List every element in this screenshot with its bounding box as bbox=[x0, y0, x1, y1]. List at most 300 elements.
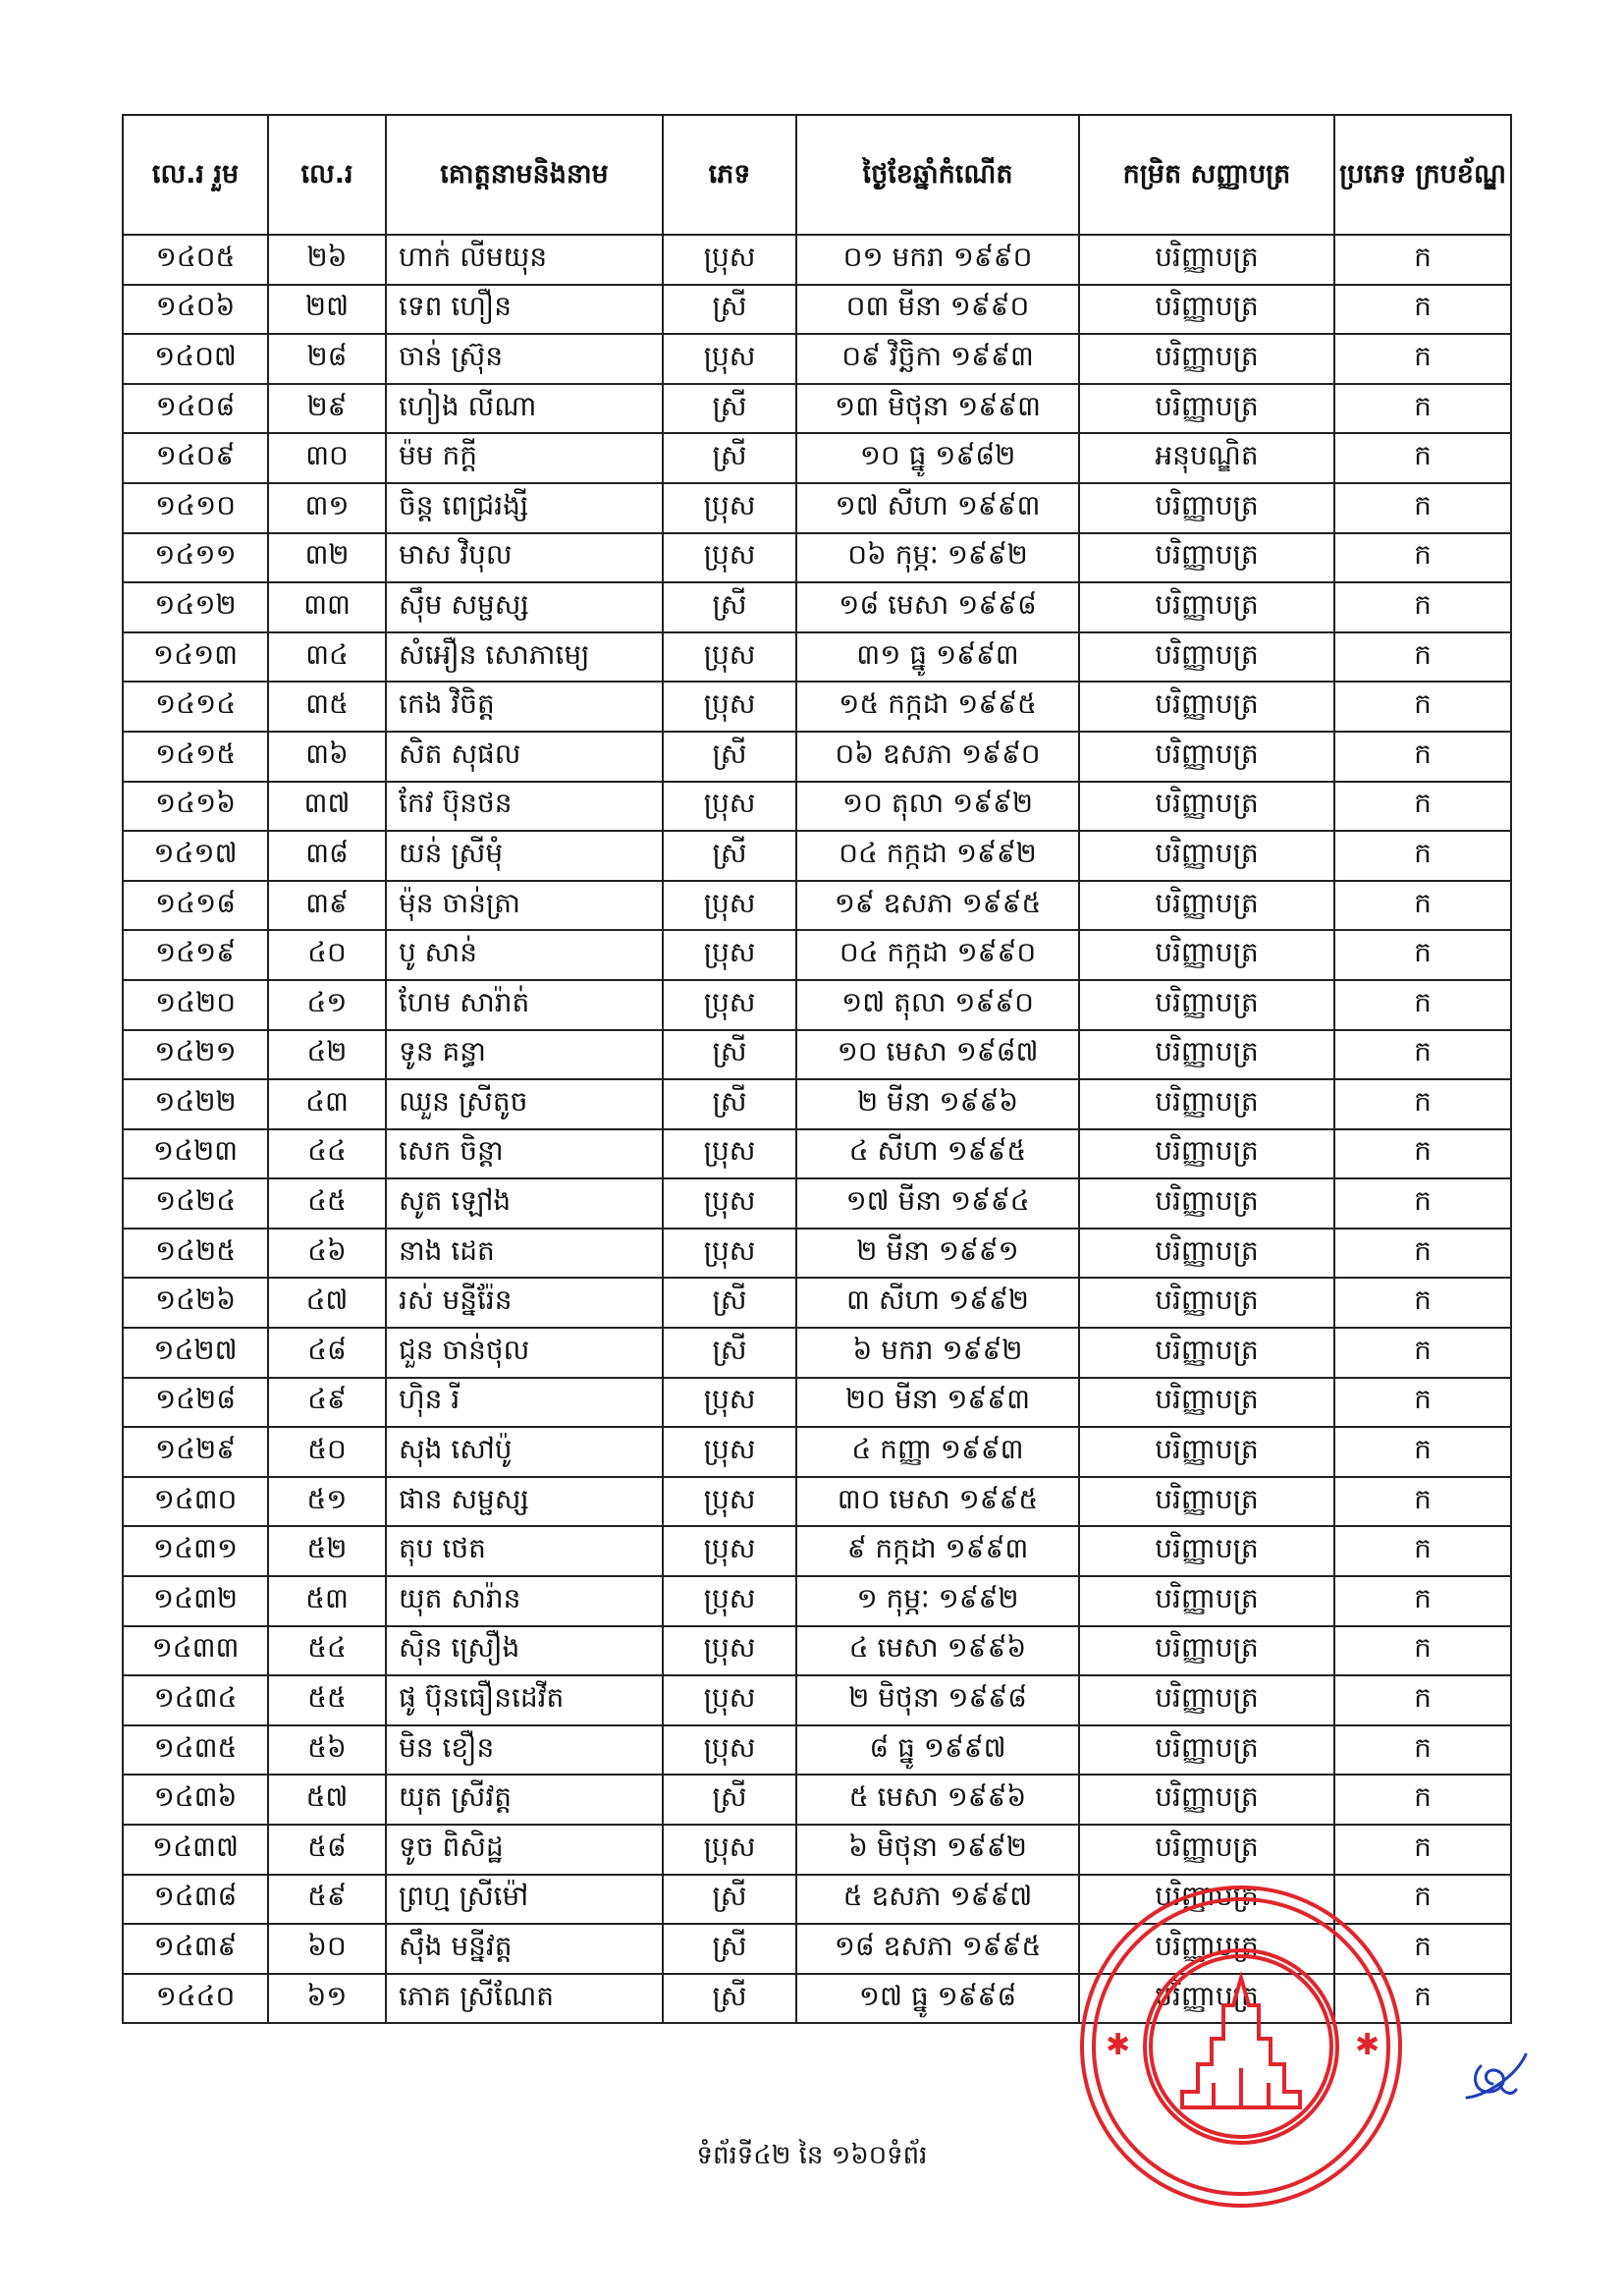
table-row bbox=[123, 1328, 1511, 1378]
table-body bbox=[123, 235, 1511, 2023]
overall-no-cell: ១៤២០ bbox=[123, 980, 268, 1030]
category-cell: ក bbox=[1334, 1775, 1511, 1825]
no-cell: ៥១ bbox=[268, 1477, 386, 1527]
name-cell: ម៉ម កក្តី bbox=[386, 433, 663, 483]
name-cell: ព្រហ្ម ស្រីម៉ៅ bbox=[386, 1875, 663, 1925]
dob-cell: ៤ កញ្ញា ១៩៩៣ bbox=[796, 1427, 1079, 1477]
name-cell: កេង វិចិត្ត bbox=[386, 682, 663, 732]
degree-cell: បរិញ្ញាបត្រ bbox=[1079, 831, 1334, 881]
no-cell: ៤៩ bbox=[268, 1378, 386, 1428]
no-cell: ៣៨ bbox=[268, 831, 386, 881]
degree-cell: បរិញ្ញាបត្រ bbox=[1079, 682, 1334, 732]
no-cell: ៣០ bbox=[268, 433, 386, 483]
dob-cell: ០៤ កក្កដា ១៩៩០ bbox=[796, 930, 1079, 980]
category-cell: ក bbox=[1334, 1675, 1511, 1725]
category-cell: ក bbox=[1334, 1030, 1511, 1080]
name-cell: ជួន ចាន់ថុល bbox=[386, 1328, 663, 1378]
dob-cell: ៦ មករា ១៩៩២ bbox=[796, 1328, 1079, 1378]
category-cell: ក bbox=[1334, 1924, 1511, 1974]
overall-no-cell: ១៤២៥ bbox=[123, 1229, 268, 1279]
degree-cell: បរិញ្ញាបត្រ bbox=[1079, 1626, 1334, 1676]
sex-cell: ស្រី bbox=[663, 1875, 796, 1925]
category-cell: ក bbox=[1334, 831, 1511, 881]
sex-cell: ប្រុស bbox=[663, 1477, 796, 1527]
category-cell: ក bbox=[1334, 930, 1511, 980]
sex-cell: ប្រុស bbox=[663, 1626, 796, 1676]
category-cell: ក bbox=[1334, 285, 1511, 335]
category-cell: ក bbox=[1334, 334, 1511, 384]
category-cell: ក bbox=[1334, 384, 1511, 434]
sex-cell: ប្រុស bbox=[663, 1178, 796, 1229]
overall-no-cell: ១៤៣១ bbox=[123, 1526, 268, 1576]
overall-no-cell: ១៤៤០ bbox=[123, 1974, 268, 2024]
category-cell: ក bbox=[1334, 433, 1511, 483]
table-row bbox=[123, 831, 1511, 881]
name-cell: សុង សៅប៉ូ bbox=[386, 1427, 663, 1477]
dob-cell: ១៨ ឧសភា ១៩៩៥ bbox=[796, 1924, 1079, 1974]
dob-cell: ២ មីនា ១៩៩៦ bbox=[796, 1079, 1079, 1129]
sex-cell: ស្រី bbox=[663, 1030, 796, 1080]
category-cell: ក bbox=[1334, 1079, 1511, 1129]
sex-cell: ប្រុស bbox=[663, 1576, 796, 1626]
degree-cell: បរិញ្ញាបត្រ bbox=[1079, 285, 1334, 335]
table-row bbox=[123, 1229, 1511, 1279]
dob-cell: ១ កុម្ភៈ ១៩៩២ bbox=[796, 1576, 1079, 1626]
no-cell: ៥៤ bbox=[268, 1626, 386, 1676]
overall-no-cell: ១៤៣៦ bbox=[123, 1775, 268, 1825]
signature-icon bbox=[1457, 2047, 1532, 2109]
table-row bbox=[123, 1079, 1511, 1129]
dob-cell: ៥ មេសា ១៩៩៦ bbox=[796, 1775, 1079, 1825]
name-cell: ស៊ឹម សម្ផស្ស bbox=[386, 582, 663, 632]
sex-cell: ប្រុស bbox=[663, 483, 796, 533]
name-cell: ឈួន ស្រីតូច bbox=[386, 1079, 663, 1129]
sex-cell: ប្រុស bbox=[663, 533, 796, 583]
table-row bbox=[123, 732, 1511, 782]
overall-no-cell: ១៤១១ bbox=[123, 533, 268, 583]
sex-cell: ស្រី bbox=[663, 285, 796, 335]
sex-cell: ប្រុស bbox=[663, 1675, 796, 1725]
name-cell: ហែម សារ៉ាត់ bbox=[386, 980, 663, 1030]
header-no: លេ.រ bbox=[268, 115, 386, 235]
overall-no-cell: ១៤១៦ bbox=[123, 782, 268, 832]
no-cell: ៥៩ bbox=[268, 1875, 386, 1925]
degree-cell: បរិញ្ញាបត្រ bbox=[1079, 1875, 1334, 1925]
name-cell: ទូច ពិសិដ្ឋ bbox=[386, 1825, 663, 1875]
sex-cell: ស្រី bbox=[663, 831, 796, 881]
dob-cell: ៤ មេសា ១៩៩៦ bbox=[796, 1626, 1079, 1676]
sex-cell: ស្រី bbox=[663, 1974, 796, 2024]
table-row bbox=[123, 1775, 1511, 1825]
no-cell: ៥៣ bbox=[268, 1576, 386, 1626]
degree-cell: បរិញ្ញាបត្រ bbox=[1079, 384, 1334, 434]
category-cell: ក bbox=[1334, 582, 1511, 632]
degree-cell: អនុបណ្ឌិត bbox=[1079, 433, 1334, 483]
degree-cell: បរិញ្ញាបត្រ bbox=[1079, 1278, 1334, 1328]
degree-cell: បរិញ្ញាបត្រ bbox=[1079, 881, 1334, 931]
sex-cell: ប្រុស bbox=[663, 1725, 796, 1776]
header-framework-category: ប្រភេទ ក្របខ័ណ្ឌ bbox=[1334, 115, 1511, 235]
overall-no-cell: ១៤៣២ bbox=[123, 1576, 268, 1626]
header-date-of-birth: ថ្ងៃខែឆ្នាំកំណើត bbox=[796, 115, 1079, 235]
dob-cell: ២០ មីនា ១៩៩៣ bbox=[796, 1378, 1079, 1428]
header-full-name: គោត្តនាមនិងនាម bbox=[386, 115, 663, 235]
no-cell: ៣១ bbox=[268, 483, 386, 533]
category-cell: ក bbox=[1334, 1477, 1511, 1527]
sex-cell: ស្រី bbox=[663, 1775, 796, 1825]
overall-no-cell: ១៤១៩ bbox=[123, 930, 268, 980]
sex-cell: ប្រុស bbox=[663, 980, 796, 1030]
no-cell: ៣៥ bbox=[268, 682, 386, 732]
name-cell: នាង ដេត bbox=[386, 1229, 663, 1279]
category-cell: ក bbox=[1334, 632, 1511, 683]
category-cell: ក bbox=[1334, 1328, 1511, 1378]
name-cell: មិន ខឿន bbox=[386, 1725, 663, 1776]
table-row bbox=[123, 1675, 1511, 1725]
category-cell: ក bbox=[1334, 483, 1511, 533]
dob-cell: ៣១ ធ្នូ ១៩៩៣ bbox=[796, 632, 1079, 683]
name-cell: យុត ស្រីវត្ត bbox=[386, 1775, 663, 1825]
no-cell: ២៦ bbox=[268, 235, 386, 285]
sex-cell: ប្រុស bbox=[663, 1825, 796, 1875]
overall-no-cell: ១៤០៦ bbox=[123, 285, 268, 335]
svg-text:✱: ✱ bbox=[1106, 2028, 1131, 2062]
sex-cell: ស្រី bbox=[663, 384, 796, 434]
sex-cell: ស្រី bbox=[663, 1079, 796, 1129]
no-cell: ៥២ bbox=[268, 1526, 386, 1576]
dob-cell: ១៧ មីនា ១៩៩៤ bbox=[796, 1178, 1079, 1229]
overall-no-cell: ១៤២៤ bbox=[123, 1178, 268, 1229]
no-cell: ៤១ bbox=[268, 980, 386, 1030]
no-cell: ៤២ bbox=[268, 1030, 386, 1080]
degree-cell: បរិញ្ញាបត្រ bbox=[1079, 632, 1334, 683]
dob-cell: ០៩ វិច្ឆិកា ១៩៩៣ bbox=[796, 334, 1079, 384]
sex-cell: ប្រុស bbox=[663, 930, 796, 980]
dob-cell: ១០ ធ្នូ ១៩៨២ bbox=[796, 433, 1079, 483]
sex-cell: ប្រុស bbox=[663, 782, 796, 832]
name-cell: ចិន្ត ពេជ្ររង្សី bbox=[386, 483, 663, 533]
name-cell: សំអឿន សោភាម្យេ bbox=[386, 632, 663, 683]
sex-cell: ស្រី bbox=[663, 1924, 796, 1974]
no-cell: ៥៨ bbox=[268, 1825, 386, 1875]
degree-cell: បរិញ្ញាបត្រ bbox=[1079, 1229, 1334, 1279]
no-cell: ៥៧ bbox=[268, 1775, 386, 1825]
table-row bbox=[123, 1626, 1511, 1676]
no-cell: ២៨ bbox=[268, 334, 386, 384]
no-cell: ៤៣ bbox=[268, 1079, 386, 1129]
degree-cell: បរិញ្ញាបត្រ bbox=[1079, 930, 1334, 980]
overall-no-cell: ១៤៣៥ bbox=[123, 1725, 268, 1776]
table-row bbox=[123, 682, 1511, 732]
table-row bbox=[123, 1477, 1511, 1527]
name-cell: ទូន គន្ធា bbox=[386, 1030, 663, 1080]
degree-cell: បរិញ្ញាបត្រ bbox=[1079, 1079, 1334, 1129]
no-cell: ៣៧ bbox=[268, 782, 386, 832]
no-cell: ៦១ bbox=[268, 1974, 386, 2024]
table-row bbox=[123, 1725, 1511, 1776]
overall-no-cell: ១៤២២ bbox=[123, 1079, 268, 1129]
table-row bbox=[123, 384, 1511, 434]
degree-cell: បរិញ្ញាបត្រ bbox=[1079, 782, 1334, 832]
no-cell: ៥៦ bbox=[268, 1725, 386, 1776]
name-cell: រស់ មន្នីរ៉ែន bbox=[386, 1278, 663, 1328]
no-cell: ៣៩ bbox=[268, 881, 386, 931]
sex-cell: ស្រី bbox=[663, 582, 796, 632]
dob-cell: ១០ តុលា ១៩៩២ bbox=[796, 782, 1079, 832]
name-cell: ទេព ហឿន bbox=[386, 285, 663, 335]
header-overall-no: លេ.រ រួម bbox=[123, 115, 268, 235]
dob-cell: ៥ ឧសភា ១៩៩៧ bbox=[796, 1875, 1079, 1925]
no-cell: ៣៣ bbox=[268, 582, 386, 632]
degree-cell: បរិញ្ញាបត្រ bbox=[1079, 334, 1334, 384]
sex-cell: ប្រុស bbox=[663, 682, 796, 732]
name-cell: ហ៊ិន រី bbox=[386, 1378, 663, 1428]
name-cell: ស៊ឹង មន្នីវត្ត bbox=[386, 1924, 663, 1974]
no-cell: ៤៦ bbox=[268, 1229, 386, 1279]
overall-no-cell: ១៤២៨ bbox=[123, 1378, 268, 1428]
table-row bbox=[123, 483, 1511, 533]
name-cell: តុប ថេត bbox=[386, 1526, 663, 1576]
overall-no-cell: ១៤១៥ bbox=[123, 732, 268, 782]
degree-cell: បរិញ្ញាបត្រ bbox=[1079, 1427, 1334, 1477]
degree-cell: បរិញ្ញាបត្រ bbox=[1079, 1378, 1334, 1428]
sex-cell: ស្រី bbox=[663, 433, 796, 483]
category-cell: ក bbox=[1334, 1725, 1511, 1776]
table-row bbox=[123, 632, 1511, 683]
overall-no-cell: ១៤១៧ bbox=[123, 831, 268, 881]
degree-cell: បរិញ្ញាបត្រ bbox=[1079, 582, 1334, 632]
degree-cell: បរិញ្ញាបត្រ bbox=[1079, 1030, 1334, 1080]
category-cell: ក bbox=[1334, 782, 1511, 832]
dob-cell: ១៧ តុលា ១៩៩០ bbox=[796, 980, 1079, 1030]
degree-cell: បរិញ្ញាបត្រ bbox=[1079, 235, 1334, 285]
dob-cell: ៣០ មេសា ១៩៩៥ bbox=[796, 1477, 1079, 1527]
table-row bbox=[123, 285, 1511, 335]
overall-no-cell: ១៤២៩ bbox=[123, 1427, 268, 1477]
temple-seal-icon bbox=[1076, 1882, 1406, 2212]
degree-cell: បរិញ្ញាបត្រ bbox=[1079, 533, 1334, 583]
no-cell: ៤៨ bbox=[268, 1328, 386, 1378]
dob-cell: ១៧ សីហា ១៩៩៣ bbox=[796, 483, 1079, 533]
no-cell: ៦០ bbox=[268, 1924, 386, 1974]
overall-no-cell: ១៤១៣ bbox=[123, 632, 268, 683]
sex-cell: ប្រុស bbox=[663, 1378, 796, 1428]
dob-cell: ២ មីនា ១៩៩១ bbox=[796, 1229, 1079, 1279]
dob-cell: ១៩ ឧសភា ១៩៩៥ bbox=[796, 881, 1079, 931]
no-cell: ៣៦ bbox=[268, 732, 386, 782]
dob-cell: ៩ កក្កដា ១៩៩៣ bbox=[796, 1526, 1079, 1576]
sex-cell: ប្រុស bbox=[663, 1229, 796, 1279]
category-cell: ក bbox=[1334, 1178, 1511, 1229]
degree-cell: បរិញ្ញាបត្រ bbox=[1079, 1129, 1334, 1179]
overall-no-cell: ១៤២៧ bbox=[123, 1328, 268, 1378]
overall-no-cell: ១៤៣៣ bbox=[123, 1626, 268, 1676]
degree-cell: បរិញ្ញាបត្រ bbox=[1079, 1328, 1334, 1378]
dob-cell: ៣ សីហា ១៩៩២ bbox=[796, 1278, 1079, 1328]
no-cell: ៣២ bbox=[268, 533, 386, 583]
table-row bbox=[123, 1825, 1511, 1875]
overall-no-cell: ១៤១៤ bbox=[123, 682, 268, 732]
table-row bbox=[123, 433, 1511, 483]
name-cell: ផាន សម្ផស្ស bbox=[386, 1477, 663, 1527]
overall-no-cell: ១៤០៨ bbox=[123, 384, 268, 434]
overall-no-cell: ១៤៣៩ bbox=[123, 1924, 268, 1974]
header-sex: ភេទ bbox=[663, 115, 796, 235]
dob-cell: ១៧ ធ្នូ ១៩៩៨ bbox=[796, 1974, 1079, 2024]
no-cell: ៤៤ bbox=[268, 1129, 386, 1179]
table-row bbox=[123, 980, 1511, 1030]
header-degree-level: កម្រិត សញ្ញាបត្រ bbox=[1079, 115, 1334, 235]
degree-cell: បរិញ្ញាបត្រ bbox=[1079, 1974, 1334, 2024]
name-cell: កែវ ប៊ុនថន bbox=[386, 782, 663, 832]
name-cell: សិត សុផល bbox=[386, 732, 663, 782]
table-row bbox=[123, 1427, 1511, 1477]
category-cell: ក bbox=[1334, 1378, 1511, 1428]
category-cell: ក bbox=[1334, 1626, 1511, 1676]
table-row bbox=[123, 334, 1511, 384]
sex-cell: ប្រុស bbox=[663, 1526, 796, 1576]
no-cell: ៥០ bbox=[268, 1427, 386, 1477]
degree-cell: បរិញ្ញាបត្រ bbox=[1079, 1924, 1334, 1974]
table-row bbox=[123, 533, 1511, 583]
overall-no-cell: ១៤០៥ bbox=[123, 235, 268, 285]
name-cell: ហៀង លីណា bbox=[386, 384, 663, 434]
table-row bbox=[123, 582, 1511, 632]
overall-no-cell: ១៤៣៨ bbox=[123, 1875, 268, 1925]
dob-cell: ០១ មករា ១៩៩០ bbox=[796, 235, 1079, 285]
name-cell: ចាន់ ស្រ៊ុន bbox=[386, 334, 663, 384]
dob-cell: ០៦ ឧសភា ១៩៩០ bbox=[796, 732, 1079, 782]
degree-cell: បរិញ្ញាបត្រ bbox=[1079, 980, 1334, 1030]
table-row bbox=[123, 1576, 1511, 1626]
overall-no-cell: ១៤០៧ bbox=[123, 334, 268, 384]
sex-cell: ប្រុស bbox=[663, 235, 796, 285]
degree-cell: បរិញ្ញាបត្រ bbox=[1079, 732, 1334, 782]
overall-no-cell: ១៤៣៧ bbox=[123, 1825, 268, 1875]
degree-cell: បរិញ្ញាបត្រ bbox=[1079, 1477, 1334, 1527]
sex-cell: ប្រុស bbox=[663, 1129, 796, 1179]
dob-cell: ៨ ធ្នូ ១៩៩៧ bbox=[796, 1725, 1079, 1776]
roster-table bbox=[122, 114, 1512, 2024]
no-cell: ២៩ bbox=[268, 384, 386, 434]
table-row bbox=[123, 1378, 1511, 1428]
degree-cell: បរិញ្ញាបត្រ bbox=[1079, 1675, 1334, 1725]
name-cell: យន់ ស្រីមុំ bbox=[386, 831, 663, 881]
dob-cell: ០៣ មីនា ១៩៩០ bbox=[796, 285, 1079, 335]
no-cell: ៤៥ bbox=[268, 1178, 386, 1229]
overall-no-cell: ១៤១៨ bbox=[123, 881, 268, 931]
degree-cell: បរិញ្ញាបត្រ bbox=[1079, 1178, 1334, 1229]
degree-cell: បរិញ្ញាបត្រ bbox=[1079, 1526, 1334, 1576]
dob-cell: ១៣ មិថុនា ១៩៩៣ bbox=[796, 384, 1079, 434]
category-cell: ក bbox=[1334, 1427, 1511, 1477]
table-row bbox=[123, 930, 1511, 980]
category-cell: ក bbox=[1334, 533, 1511, 583]
name-cell: មាស វិបុល bbox=[386, 533, 663, 583]
sex-cell: ប្រុស bbox=[663, 881, 796, 931]
overall-no-cell: ១៤៣៤ bbox=[123, 1675, 268, 1725]
dob-cell: ១៨ មេសា ១៩៩៨ bbox=[796, 582, 1079, 632]
category-cell: ក bbox=[1334, 1825, 1511, 1875]
table-row bbox=[123, 1030, 1511, 1080]
name-cell: ម៉ុន ចាន់ត្រា bbox=[386, 881, 663, 931]
svg-text:✱: ✱ bbox=[1355, 2028, 1380, 2062]
table-row bbox=[123, 1178, 1511, 1229]
category-cell: ក bbox=[1334, 1875, 1511, 1925]
category-cell: ក bbox=[1334, 1526, 1511, 1576]
overall-no-cell: ១៤១០ bbox=[123, 483, 268, 533]
no-cell: ៣៤ bbox=[268, 632, 386, 683]
table-row bbox=[123, 881, 1511, 931]
degree-cell: បរិញ្ញាបត្រ bbox=[1079, 1825, 1334, 1875]
name-cell: សេក ចិន្តា bbox=[386, 1129, 663, 1179]
dob-cell: ៦ មិថុនា ១៩៩២ bbox=[796, 1825, 1079, 1875]
dob-cell: ៤ សីហា ១៩៩៥ bbox=[796, 1129, 1079, 1179]
category-cell: ក bbox=[1334, 1229, 1511, 1279]
sex-cell: ប្រុស bbox=[663, 334, 796, 384]
category-cell: ក bbox=[1334, 881, 1511, 931]
overall-no-cell: ១៤២៦ bbox=[123, 1278, 268, 1328]
degree-cell: បរិញ្ញាបត្រ bbox=[1079, 1576, 1334, 1626]
table-row bbox=[123, 235, 1511, 285]
sex-cell: ស្រី bbox=[663, 1278, 796, 1328]
no-cell: ២៧ bbox=[268, 285, 386, 335]
overall-no-cell: ១៤២១ bbox=[123, 1030, 268, 1080]
category-cell: ក bbox=[1334, 732, 1511, 782]
degree-cell: បរិញ្ញាបត្រ bbox=[1079, 1725, 1334, 1776]
sex-cell: ស្រី bbox=[663, 732, 796, 782]
name-cell: ភោគ ស្រីណែត bbox=[386, 1974, 663, 2024]
category-cell: ក bbox=[1334, 235, 1511, 285]
sex-cell: ស្រី bbox=[663, 1328, 796, 1378]
table-row bbox=[123, 782, 1511, 832]
overall-no-cell: ១៤១២ bbox=[123, 582, 268, 632]
overall-no-cell: ១៤៣០ bbox=[123, 1477, 268, 1527]
table-row bbox=[123, 1129, 1511, 1179]
dob-cell: ១៥ កក្កដា ១៩៩៥ bbox=[796, 682, 1079, 732]
dob-cell: ១០ មេសា ១៩៨៧ bbox=[796, 1030, 1079, 1080]
name-cell: សូត ឡៅង bbox=[386, 1178, 663, 1229]
table-row bbox=[123, 1526, 1511, 1576]
degree-cell: បរិញ្ញាបត្រ bbox=[1079, 1775, 1334, 1825]
name-cell: ហាក់ លីមយុន bbox=[386, 235, 663, 285]
category-cell: ក bbox=[1334, 1129, 1511, 1179]
category-cell: ក bbox=[1334, 682, 1511, 732]
degree-cell: បរិញ្ញាបត្រ bbox=[1079, 483, 1334, 533]
dob-cell: ០៤ កក្កដា ១៩៩២ bbox=[796, 831, 1079, 881]
sex-cell: ប្រុស bbox=[663, 632, 796, 683]
category-cell: ក bbox=[1334, 1974, 1511, 2024]
table-header-row bbox=[123, 115, 1511, 235]
overall-no-cell: ១៤២៣ bbox=[123, 1129, 268, 1179]
overall-no-cell: ១៤០៩ bbox=[123, 433, 268, 483]
dob-cell: ០៦ កុម្ភៈ ១៩៩២ bbox=[796, 533, 1079, 583]
no-cell: ៤០ bbox=[268, 930, 386, 980]
name-cell: ផូ ប៊ុនធឿនដេវីត bbox=[386, 1675, 663, 1725]
name-cell: យុត សារ៉ាន bbox=[386, 1576, 663, 1626]
category-cell: ក bbox=[1334, 1278, 1511, 1328]
name-cell: ស៊ិន ស្រឿង bbox=[386, 1626, 663, 1676]
dob-cell: ២ មិថុនា ១៩៩៨ bbox=[796, 1675, 1079, 1725]
category-cell: ក bbox=[1334, 980, 1511, 1030]
sex-cell: ប្រុស bbox=[663, 1427, 796, 1477]
name-cell: បូ សាន់ bbox=[386, 930, 663, 980]
category-cell: ក bbox=[1334, 1576, 1511, 1626]
no-cell: ៥៥ bbox=[268, 1675, 386, 1725]
table-row bbox=[123, 1278, 1511, 1328]
page-number: ទំព័រទី៤២ នៃ ១៦០ទំព័រ bbox=[696, 2141, 928, 2170]
no-cell: ៤៧ bbox=[268, 1278, 386, 1328]
